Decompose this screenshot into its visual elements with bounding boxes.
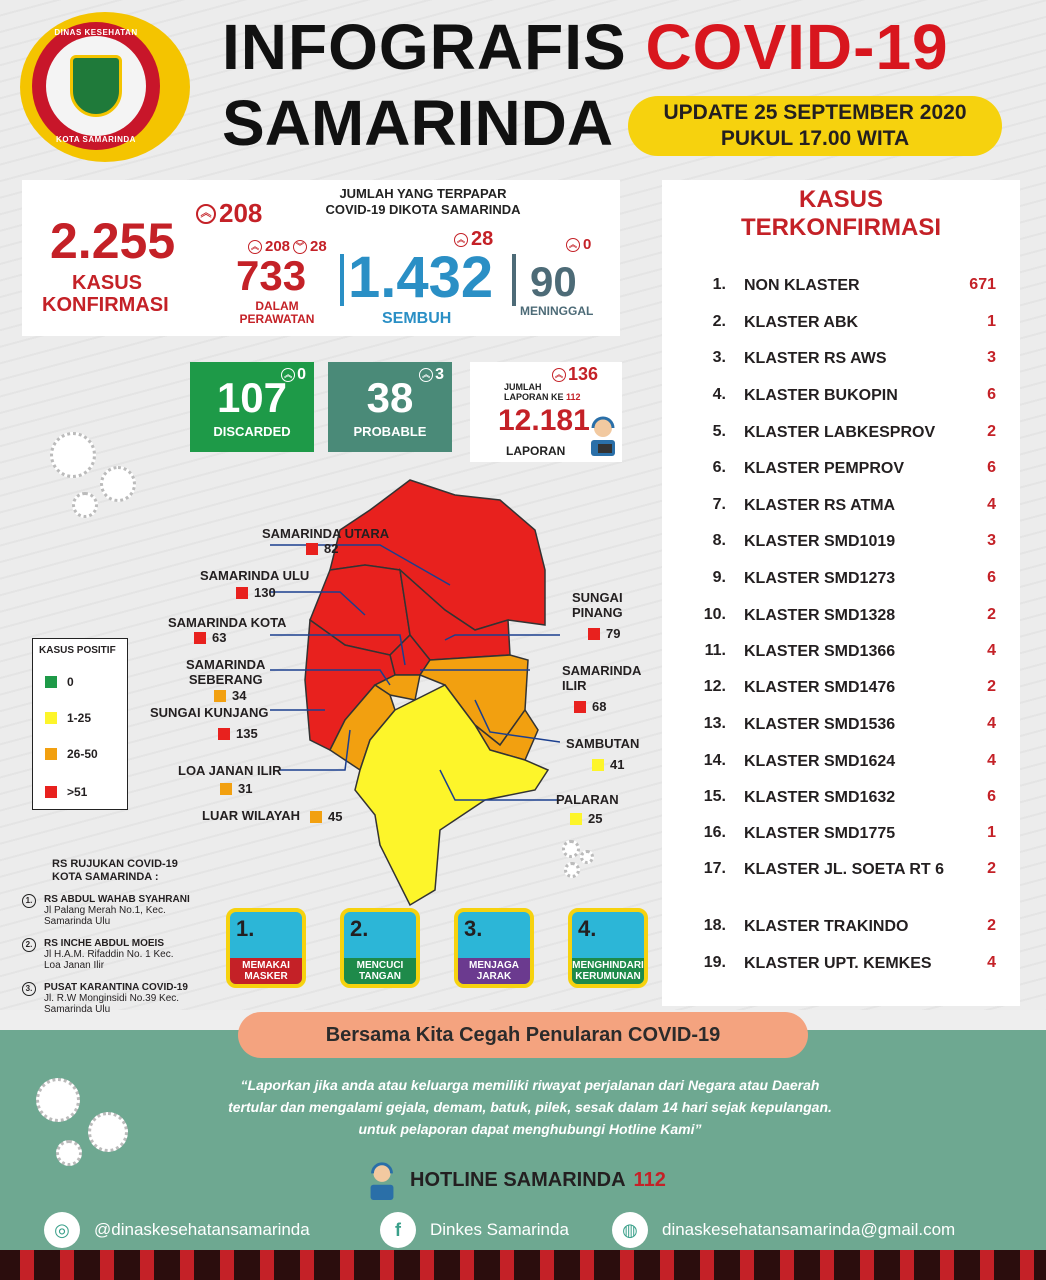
rs-address-2: Samarinda Ulu — [44, 916, 111, 927]
red-square — [588, 628, 600, 640]
chevron-down-icon: ︾ — [293, 240, 307, 254]
cluster-value: 2 — [987, 606, 996, 623]
virus-icon — [56, 1140, 82, 1166]
report-label-3: LAPORAN — [506, 444, 566, 458]
deaths-increase-value: 0 — [583, 236, 592, 253]
region-value-palaran — [570, 811, 602, 826]
deaths-label: MENINGGAL — [520, 304, 594, 318]
region-label-kunjang: SUNGAI KUNJANG — [150, 705, 269, 720]
treated-label — [232, 300, 322, 326]
quote-line-1: “Laporkan jika anda atau keluarga memiliki riwayat perjalanan dari Negara atau Daerah — [240, 1077, 820, 1093]
cluster-number: 6. — [712, 459, 726, 476]
chevron-up-icon: ︽ — [281, 368, 295, 382]
region-label-ilir — [562, 663, 641, 693]
cluster-number: 14. — [703, 752, 726, 769]
cluster-title — [662, 186, 1020, 242]
red-square — [236, 587, 248, 599]
cluster-value: 6 — [987, 459, 996, 476]
cluster-number: 3. — [712, 349, 726, 366]
stats-panel — [22, 180, 620, 336]
legend-label: >51 — [67, 785, 88, 799]
treated-label-2: PERAWATAN — [239, 312, 315, 326]
cluster-number: 8. — [712, 532, 726, 549]
cluster-value: 6 — [987, 386, 996, 403]
cluster-number: 5. — [712, 423, 726, 440]
chevron-up-icon: ︽ — [248, 240, 262, 254]
cluster-value: 4 — [987, 954, 996, 971]
cluster-name: KLASTER ABK — [744, 314, 859, 331]
region-value-sambutan — [592, 757, 624, 772]
region-value-text: 41 — [610, 757, 625, 772]
prevention-label-1: MEMAKAI — [242, 960, 290, 971]
report-label — [504, 382, 581, 402]
region-label-ilir-1: SAMARINDA — [562, 663, 642, 678]
cluster-name: KLASTER BUKOPIN — [744, 387, 898, 404]
report-box — [470, 362, 622, 462]
red-square — [574, 701, 586, 713]
red-square — [194, 632, 206, 644]
rs-address-1: Jl Palang Merah No.1, Kec. — [44, 905, 166, 916]
probable-box — [328, 362, 452, 452]
cluster-number: 17. — [703, 860, 726, 877]
cluster-name: KLASTER PEMPROV — [744, 460, 905, 477]
region-value-utara — [306, 541, 338, 556]
rs-item — [22, 894, 218, 927]
rs-title-2: KOTA SAMARINDA : — [52, 871, 159, 883]
red-square — [218, 728, 230, 740]
prevention-number: 1. — [236, 916, 255, 941]
chevron-up-icon: ︽ — [552, 368, 566, 382]
cluster-number: 10. — [703, 606, 726, 623]
rs-number: 1. — [22, 894, 36, 908]
prevention-number: 4. — [578, 916, 597, 941]
virus-icon — [564, 862, 580, 878]
dinkes-logo — [20, 12, 190, 162]
cluster-number: 16. — [703, 824, 726, 841]
cluster-number: 11. — [704, 642, 726, 659]
cluster-name: KLASTER SMD1019 — [744, 533, 896, 550]
quote-line-2: tertular dan mengalami gejala, demam, batuk, pilek, sesak dalam 14 hari sejak kepulangan. — [228, 1099, 832, 1115]
rs-item — [22, 938, 218, 971]
email-contact[interactable] — [612, 1212, 955, 1248]
cluster-value: 4 — [987, 642, 996, 659]
region-label-luar: LUAR WILAYAH — [202, 808, 300, 823]
cluster-value: 2 — [987, 423, 996, 440]
virus-icon — [36, 1078, 80, 1122]
prevention-number: 2. — [350, 916, 369, 941]
region-label-palaran: PALARAN — [556, 792, 619, 807]
legend-label: 1-25 — [67, 711, 92, 725]
prevention-label-2: KERUMUNAN — [575, 971, 641, 982]
decorative-border — [0, 1250, 1046, 1280]
region-value-text: 130 — [254, 585, 276, 600]
probable-count: 38 — [366, 374, 414, 421]
region-value-luar — [310, 809, 342, 824]
legend-label: 0 — [67, 675, 74, 689]
rs-address-1: Jl. R.W Monginsidi No.39 Kec. — [44, 993, 180, 1004]
cluster-title-1: KASUS — [798, 186, 883, 213]
hotline-number[interactable]: 112 — [633, 1168, 666, 1191]
probable-increase — [419, 366, 444, 384]
prevention-label — [344, 958, 416, 984]
cluster-number: 4. — [712, 386, 726, 403]
cluster-name: KLASTER SMD1624 — [744, 753, 896, 770]
discarded-label: DISCARDED — [213, 424, 291, 439]
legend-title: KASUS POSITIF — [39, 645, 116, 656]
cluster-name: KLASTER LABKESPROV — [744, 424, 936, 441]
cluster-value: 1 — [987, 313, 996, 330]
yellow-square — [592, 759, 604, 771]
cluster-number: 18. — [703, 917, 726, 934]
region-value-text: 79 — [606, 626, 621, 641]
cluster-number: 1. — [712, 276, 726, 293]
email-address[interactable]: dinaskesehatansamarinda@gmail.com — [662, 1220, 956, 1239]
cluster-number: 12. — [703, 678, 726, 695]
virus-icon — [72, 492, 98, 518]
update-date: UPDATE 25 SEPTEMBER 2020 — [663, 101, 967, 124]
prevention-crowd — [568, 908, 648, 988]
prevention-label-1: MENCUCI — [356, 960, 404, 971]
chevron-up-icon: ︽ — [196, 204, 216, 224]
cluster-value: 3 — [987, 532, 996, 549]
cluster-title-2: TERKONFIRMASI — [741, 214, 941, 241]
discarded-count: 107 — [216, 374, 288, 421]
cluster-value: 671 — [969, 276, 996, 293]
instagram-contact[interactable] — [44, 1212, 310, 1248]
orange-square — [45, 748, 57, 760]
cluster-name: KLASTER SMD1366 — [744, 643, 896, 660]
cluster-value: 6 — [987, 569, 996, 586]
report-increase-value: 136 — [568, 364, 599, 384]
region-value-pinang — [588, 626, 620, 641]
total-increase — [196, 198, 262, 229]
facebook-handle[interactable]: Dinkes Samarinda — [430, 1220, 569, 1239]
virus-icon — [580, 850, 594, 864]
facebook-contact[interactable] — [380, 1212, 569, 1248]
cluster-name: KLASTER SMD1476 — [744, 679, 896, 696]
virus-icon — [100, 466, 136, 502]
prevention-label — [458, 958, 530, 984]
cluster-number: 19. — [703, 954, 726, 971]
yellow-square — [570, 813, 582, 825]
region-value-text: 135 — [236, 726, 258, 741]
facebook-icon: f — [380, 1212, 416, 1248]
region-value-text: 82 — [324, 541, 339, 556]
cluster-name: KLASTER SMD1536 — [744, 716, 896, 733]
cluster-value: 2 — [987, 917, 996, 934]
stats-heading — [308, 186, 538, 218]
orange-square — [310, 811, 322, 823]
discarded-increase — [281, 366, 306, 384]
total-confirmed: 2.255 — [50, 213, 176, 269]
region-value-text: 34 — [232, 688, 247, 703]
region-label-seberang-1: SAMARINDA — [186, 657, 266, 672]
legend-item — [45, 675, 74, 689]
region-label-pinang — [572, 590, 623, 620]
region-value-text: 25 — [588, 811, 603, 826]
map-legend — [32, 638, 128, 810]
legend-label: 26-50 — [67, 747, 98, 761]
cluster-value: 3 — [987, 349, 996, 366]
cluster-name: KLASTER UPT. KEMKES — [744, 955, 932, 972]
rs-address-2: Samarinda Ulu — [44, 1004, 111, 1015]
prevention-number: 3. — [464, 916, 483, 941]
hotline-text: HOTLINE SAMARINDA — [410, 1168, 626, 1191]
report-label-2: LAPORAN KE — [504, 392, 564, 402]
treated-label-1: DALAM — [255, 299, 299, 313]
region-label-seberang-2: SEBERANG — [188, 672, 263, 687]
region-label-sambutan: SAMBUTAN — [566, 736, 640, 751]
cluster-value: 4 — [987, 715, 996, 732]
prevention-label-2: MASKER — [244, 971, 288, 982]
legend-item — [45, 785, 87, 799]
cluster-name: KLASTER JL. SOETA RT 6 — [744, 861, 945, 878]
region-value-ulu — [236, 585, 276, 600]
cluster-name: KLASTER SMD1273 — [744, 570, 896, 587]
cluster-name: KLASTER RS AWS — [744, 350, 887, 367]
legend-item — [45, 747, 98, 761]
deaths-increase — [566, 236, 591, 253]
red-square — [45, 786, 57, 798]
region-label-seberang — [186, 657, 265, 687]
update-time: PUKUL 17.00 WITA — [720, 127, 910, 150]
call-center-icon — [588, 414, 618, 456]
chevron-up-icon: ︽ — [419, 368, 433, 382]
region-value-kota — [194, 630, 226, 645]
rs-address-1: Jl H.A.M. Rifaddin No. 1 Kec. — [44, 949, 174, 960]
region-value-loajanan — [220, 781, 252, 796]
cluster-value: 2 — [987, 860, 996, 877]
divider — [340, 254, 344, 306]
logo-text-bottom: KOTA SAMARINDA — [56, 135, 136, 144]
cluster-number: 9. — [712, 569, 726, 586]
rs-name: PUSAT KARANTINA COVID-19 — [44, 982, 188, 993]
region-value-ilir — [574, 699, 606, 714]
region-value-seberang — [214, 688, 246, 703]
probable-label: PROBABLE — [353, 424, 427, 439]
cluster-name: KLASTER RS ATMA — [744, 497, 896, 514]
prevention-label — [572, 958, 644, 984]
stats-heading-1: JUMLAH YANG TERPAPAR — [339, 186, 507, 201]
discarded-box — [190, 362, 314, 452]
total-label-1: KASUS — [72, 272, 143, 294]
cluster-value: 4 — [987, 752, 996, 769]
virus-icon — [88, 1112, 128, 1152]
prevention-label-1: MENJAGA — [468, 960, 519, 971]
discarded-increase-value: 0 — [297, 366, 306, 383]
legend-item — [45, 711, 91, 725]
call-center-icon — [362, 1160, 402, 1200]
page-title-line2: SAMARINDA — [222, 87, 614, 159]
orange-square — [214, 690, 226, 702]
prevention-label-2: TANGAN — [358, 971, 402, 982]
recovered-label: SEMBUH — [382, 310, 452, 327]
cluster-name: KLASTER SMD1328 — [744, 607, 896, 624]
cluster-name: KLASTER SMD1632 — [744, 789, 896, 806]
region-value-text: 45 — [328, 809, 343, 824]
virus-icon — [562, 840, 580, 858]
rs-address-2: Loa Janan Ilir — [44, 960, 105, 971]
green-square — [45, 676, 57, 688]
cluster-number: 13. — [703, 715, 726, 732]
rs-item — [22, 982, 218, 1015]
rs-title-1: RS RUJUKAN COVID-19 — [52, 858, 178, 870]
prevention-label-2: JARAK — [476, 971, 512, 982]
region-label-ilir-2: ILIR — [562, 678, 587, 693]
stats-heading-2: COVID-19 DIKOTA SAMARINDA — [325, 202, 521, 217]
cluster-name: KLASTER TRAKINDO — [744, 918, 909, 935]
report-count: 12.181 — [498, 404, 590, 437]
region-value-text: 63 — [212, 630, 227, 645]
treated-down-value: 28 — [310, 238, 327, 255]
region-label-kota: SAMARINDA KOTA — [168, 615, 287, 630]
report-label-1: JUMLAH — [504, 382, 542, 392]
divider — [512, 254, 516, 306]
cluster-number: 2. — [712, 313, 726, 330]
logo-text-top: DINAS KESEHATAN — [54, 28, 138, 37]
report-quote — [140, 1074, 920, 1140]
prevention-handwash — [340, 908, 420, 988]
prevention-label — [230, 958, 302, 984]
region-label-utara: SAMARINDA UTARA — [262, 526, 390, 541]
region-value-text: 31 — [238, 781, 253, 796]
region-value-kunjang — [218, 726, 258, 741]
prevention-distance — [454, 908, 534, 988]
yellow-square — [45, 712, 57, 724]
treated-up-value: 208 — [265, 238, 291, 255]
prevention-label-1: MENGHINDARI — [572, 960, 644, 971]
deaths-count: 90 — [530, 258, 577, 305]
prevention-mask — [226, 908, 306, 988]
title-part1: INFOGRAFIS — [222, 11, 627, 83]
total-increase-value: 208 — [219, 198, 263, 228]
cluster-value: 6 — [987, 788, 996, 805]
region-value-text: 68 — [592, 699, 607, 714]
rs-title — [52, 858, 178, 884]
cluster-number: 7. — [712, 496, 726, 513]
red-square — [306, 543, 318, 555]
instagram-handle[interactable]: @dinaskesehatansamarinda — [94, 1220, 310, 1239]
chevron-up-icon: ︽ — [454, 233, 468, 247]
cluster-name: NON KLASTER — [744, 277, 860, 294]
cluster-value: 4 — [987, 496, 996, 513]
recovered-count: 1.432 — [348, 245, 494, 310]
slogan: Bersama Kita Cegah Penularan COVID-19 — [238, 1012, 808, 1058]
page-title — [222, 10, 949, 84]
cluster-value: 2 — [987, 678, 996, 695]
virus-icon — [50, 432, 96, 478]
rs-number: 3. — [22, 982, 36, 996]
shield-icon — [70, 55, 122, 117]
region-label-loajanan: LOA JANAN ILIR — [178, 763, 282, 778]
instagram-icon: ◎ — [44, 1212, 80, 1248]
rs-name: RS INCHE ABDUL MOEIS — [44, 938, 165, 949]
cluster-number: 15. — [703, 788, 726, 805]
rs-name: RS ABDUL WAHAB SYAHRANI — [44, 894, 190, 905]
chevron-up-icon: ︽ — [566, 238, 580, 252]
treated-count: 733 — [236, 252, 307, 299]
total-label-2: KONFIRMASI — [42, 294, 169, 316]
recovered-increase-value: 28 — [471, 228, 494, 250]
region-label-pinang-1: SUNGAI — [572, 590, 623, 605]
orange-square — [220, 783, 232, 795]
cluster-value: 1 — [987, 824, 996, 841]
hotline — [362, 1160, 666, 1200]
cluster-panel — [662, 180, 1020, 1006]
globe-icon: ◍ — [612, 1212, 648, 1248]
rs-number: 2. — [22, 938, 36, 952]
quote-line-3: untuk pelaporan dapat menghubungi Hotline Kami” — [358, 1121, 702, 1137]
report-hotline-number: 112 — [566, 392, 581, 402]
region-label-pinang-2: PINANG — [572, 605, 623, 620]
region-label-ulu: SAMARINDA ULU — [200, 568, 310, 583]
update-badge — [628, 96, 1002, 156]
title-part2: COVID-19 — [645, 11, 949, 83]
cluster-name: KLASTER SMD1775 — [744, 825, 896, 842]
probable-increase-value: 3 — [435, 366, 444, 383]
